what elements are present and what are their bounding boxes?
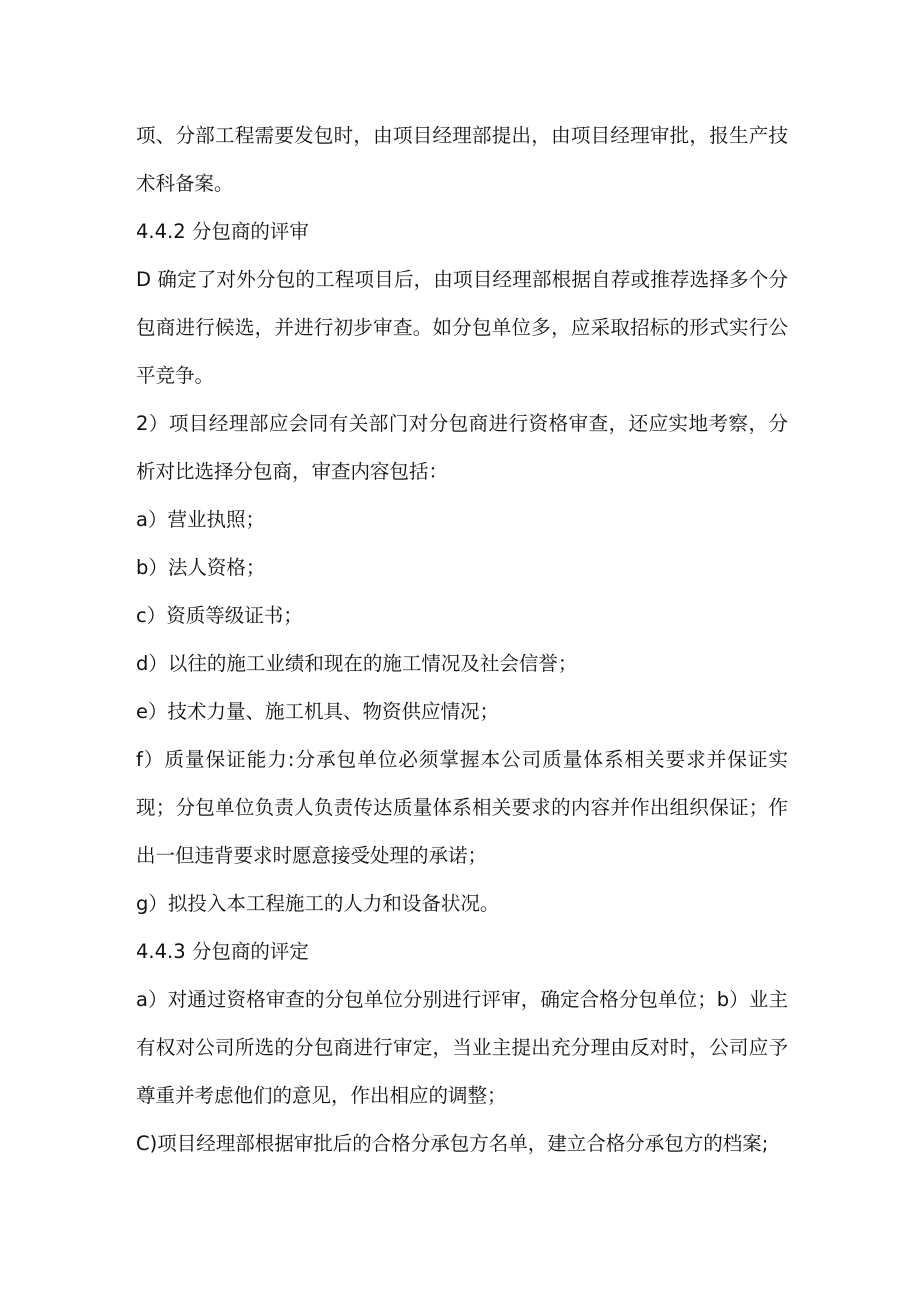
section-heading-4-4-2: 4.4.2 分包商的评审 — [136, 220, 309, 243]
list-item-quality-assurance: f）质量保证能力:分承包单位必须掌握本公司质量体系相关要求并保证实现；分包单位负责人负责传达质量体系相关要求的内容并作出组织保证；作出一但违背要求时愿意接受处理的承诺； — [136, 748, 788, 867]
list-item-manpower-equipment: g）拟投入本工程施工的人力和设备状况。 — [136, 892, 500, 915]
paragraph-evaluation-and-owner-review: a）对通过资格审查的分包单位分别进行评审，确定合格分包单位；b）业主有权对公司所选的分包商进行审定，当业主提出充分理由反对时，公司应予尊重并考虑他们的意见，作出相应的调整； — [136, 988, 788, 1107]
paragraph-candidate-selection: D 确定了对外分包的工程项目后，由项目经理部根据自荐或推荐选择多个分包商进行候选，并进行初步审查。如分包单位多，应采取招标的形式实行公平竞争。 — [136, 268, 788, 387]
paragraph-subcontract-approval: 项、分部工程需要发包时，由项目经理部提出，由项目经理审批，报生产技术科备案。 — [136, 124, 788, 195]
list-item-past-performance: d）以往的施工业绩和现在的施工情况及社会信誉； — [136, 652, 578, 675]
list-item-technical-capacity: e）技术力量、施工机具、物资供应情况； — [136, 700, 499, 723]
list-item-business-license: a）营业执照； — [136, 508, 265, 531]
paragraph-qualified-subcontractor-archive: C)项目经理部根据审批后的合格分承包方名单，建立合格分承包方的档案; — [136, 1132, 769, 1155]
list-item-legal-person: b）法人资格； — [136, 556, 266, 579]
section-heading-4-4-3: 4.4.3 分包商的评定 — [136, 940, 309, 963]
list-item-qualification-certificate: c）资质等级证书； — [136, 604, 303, 627]
paragraph-qualification-review: 2）项目经理部应会同有关部门对分包商进行资格审查，还应实地考察，分析对比选择分包商，审查内容包括： — [136, 412, 788, 483]
document-body — [136, 112, 788, 1168]
